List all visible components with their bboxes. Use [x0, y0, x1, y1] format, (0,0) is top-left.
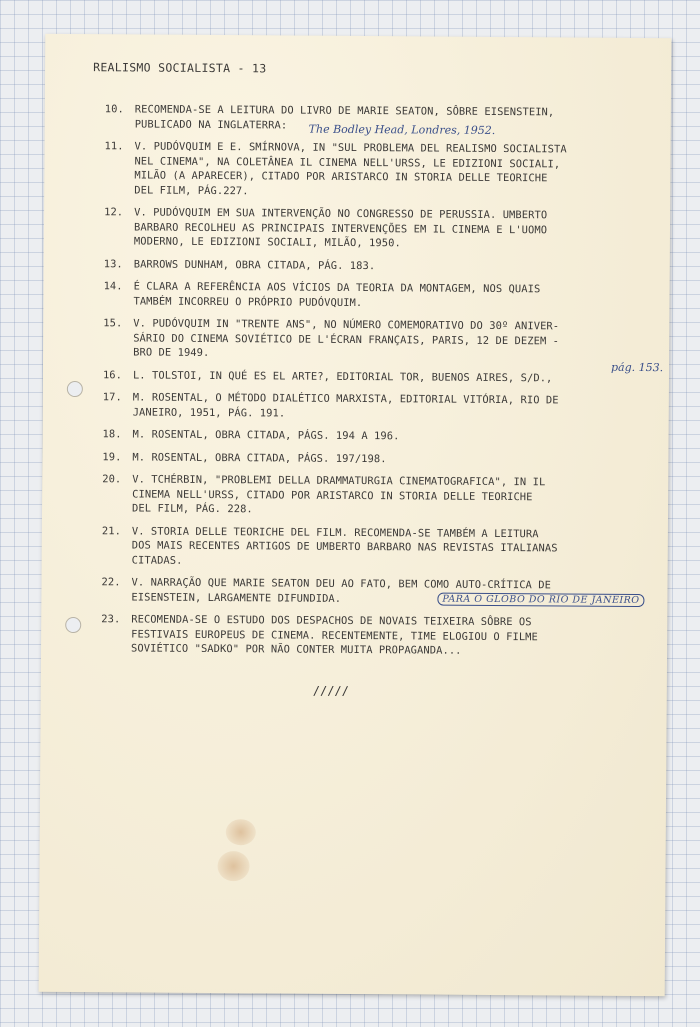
footnote-line: BARBARO RECOLHEU AS PRINCIPAIS INTERVENÇÕES EM IL CINEMA E L'UOMO — [133, 220, 548, 236]
punch-hole — [67, 381, 83, 397]
footnote — [102, 524, 642, 571]
footnote — [103, 368, 643, 386]
footnote-line: V. STORIA DELLE TEORICHE DEL FILM. RECOMENDA-SE TAMBÉM A LEITURA — [131, 524, 539, 540]
footnote-text — [134, 139, 644, 201]
footnote-number: 21. — [101, 524, 122, 537]
footnote-line: V. TCHÉRBIN, "PROBLEMI DELLA DRAMMATURGIA CINEMATOGRAFICA", IN IL — [132, 473, 546, 489]
footnote-line: MILÃO (A APARECER), CITADO POR ARISTARCO IN STORIA DELLE TEORICHE — [134, 169, 548, 185]
footnote-line: CINEMA NELL'URSS, CITADO POR ARISTARCO IN STORIA DELLE TEORICHE — [132, 487, 533, 503]
footnote-number: 14. — [103, 280, 123, 293]
footnote-text — [134, 205, 644, 252]
footnote — [104, 139, 644, 201]
footnote-number: 19. — [102, 450, 122, 463]
footnote-number: 23. — [101, 613, 121, 626]
footnote-line: TAMBÉM INCORREU O PRÓPRIO PUDÓVQUIM. — [133, 294, 363, 309]
footnote-text — [132, 450, 642, 468]
footnote — [101, 612, 641, 659]
footnote-line: É CLARA A REFERÊNCIA AOS VÍCIOS DA TEORIA DA MONTAGEM, NOS QUAIS — [133, 280, 541, 296]
footnote-line: NEL CINEMA", NA COLETÂNEA IL CINEMA NELL'URSS, LE EDIZIONI SOCIALI, — [134, 154, 561, 170]
footnote-text — [132, 472, 642, 519]
notes-list — [101, 102, 645, 667]
footnote-text — [133, 427, 643, 445]
footnote-line: DEL FILM, PÁG. 228. — [131, 502, 253, 516]
footnote-line: JANEIRO, 1951, PÁG. 191. — [132, 405, 286, 420]
footnote-line: RECOMENDA-SE O ESTUDO DOS DESPACHOS DE NOVAIS TEIXEIRA SÔBRE OS — [131, 613, 532, 629]
footnote — [103, 390, 643, 423]
footnote-line: M. ROSENTAL, OBRA CITADA, PÁGS. 194 A 196. — [132, 428, 400, 443]
footnote-line: DOS MAIS RECENTES ARTIGOS DE UMBERTO BARBARO NAS REVISTAS ITALIANAS — [131, 539, 558, 555]
footnote-line: V. PUDÓVQUIM IN "TRENTE ANS", NO NÚMERO COMEMORATIVO DO 30º ANIVER- — [133, 317, 560, 333]
footnote-line: BRO DE 1949. — [133, 346, 210, 359]
footnote-line: CITADAS. — [131, 553, 183, 567]
footnote-text — [133, 368, 643, 386]
punch-hole — [65, 617, 81, 633]
footnote-line: V. NARRAÇÃO QUE MARIE SEATON DEU AO FATO, BEM COMO AUTO-CRÍTICA DE — [131, 576, 552, 592]
footnote-number: 22. — [101, 576, 121, 589]
footnote-text — [134, 257, 644, 275]
footnote-line: RECOMENDA-SE A LEITURA DO LIVRO DE MARIE SEATON, SÔBRE EISENSTEIN, — [134, 103, 555, 119]
handwritten-annotation: PARA O GLOBO DO RIO DE JANEIRO — [437, 593, 644, 607]
footnote-number: 17. — [102, 391, 122, 404]
footnote-line: EISENSTEIN, LARGAMENTE DIFUNDIDA. — [131, 590, 342, 605]
footnote-line: V. PUDÓVQUIM E E. SMÍRNOVA, IN "SUL PROBLEMA DEL REALISMO SOCIALISTA — [134, 140, 567, 156]
footnote-number: 10. — [104, 103, 124, 116]
footnote-text — [133, 316, 643, 363]
footnote-line: PUBLICADO NA INGLATERRA: — [134, 117, 288, 132]
footnote-text — [132, 524, 642, 571]
footnote — [104, 257, 644, 275]
footnote-line: V. PUDÓVQUIM EM SUA INTERVENÇÃO NO CONGRESSO DE PERUSSIA. UMBERTO — [134, 206, 548, 222]
footnote-line: BARROWS DUNHAM, OBRA CITADA, PÁG. 183. — [133, 257, 376, 272]
footnote-line: MODERNO, LE EDIZIONI SOCIALI, MILÃO, 1950. — [133, 235, 401, 250]
footnote-number: 16. — [102, 368, 123, 381]
footnote-number: 12. — [104, 206, 124, 219]
footnote — [103, 316, 643, 363]
page-header: REALISMO SOCIALISTA - 13 — [93, 60, 267, 76]
footnote — [104, 205, 644, 252]
footnote-number: 18. — [102, 428, 122, 441]
footnote-line: SOVIÉTICO "SADKO" POR NÃO CONTER MUITA PROPAGANDA... — [131, 642, 462, 657]
footnote — [102, 450, 642, 468]
footnote — [102, 472, 642, 519]
footnote-number: 11. — [104, 140, 124, 153]
footnote-line: L. TOLSTOI, IN QUÉ ES EL ARTE?, EDITORIAL TOR, BUENOS AIRES, S/D., — [132, 368, 553, 384]
footnote — [103, 279, 643, 312]
footnote — [103, 427, 643, 445]
footnote-text — [133, 279, 643, 312]
footnote-number: 20. — [102, 473, 122, 486]
footnote-line: FESTIVAIS EUROPEUS DE CINEMA. RECENTEMENTE, TIME ELOGIOU O FILME — [131, 627, 538, 643]
footnote-number: 15. — [103, 317, 123, 330]
footnote-text — [133, 390, 643, 423]
end-mark: ///// — [312, 683, 349, 698]
footnote-text — [131, 612, 641, 659]
handwritten-annotation: pág. 153. — [610, 360, 664, 375]
stain — [226, 819, 256, 845]
footnote-line: DEL FILM, PÁG.227. — [134, 183, 249, 197]
footnote-line: SÁRIO DO CINEMA SOVIÉTICO DE L'ÉCRAN FRANÇAIS, PARIS, 12 DE DEZEM - — [133, 331, 560, 347]
stain — [217, 851, 249, 881]
document-page — [39, 34, 672, 996]
handwritten-annotation: The Bodley Head, Londres, 1952. — [308, 122, 496, 137]
footnote-number: 13. — [103, 257, 123, 270]
footnote-line: M. ROSENTAL, OBRA CITADA, PÁGS. 197/198. — [132, 450, 387, 465]
footnote-line: M. ROSENTAL, O MÉTODO DIALÉTICO MARXISTA, EDITORIAL VITÓRIA, RIO DE — [132, 391, 559, 407]
